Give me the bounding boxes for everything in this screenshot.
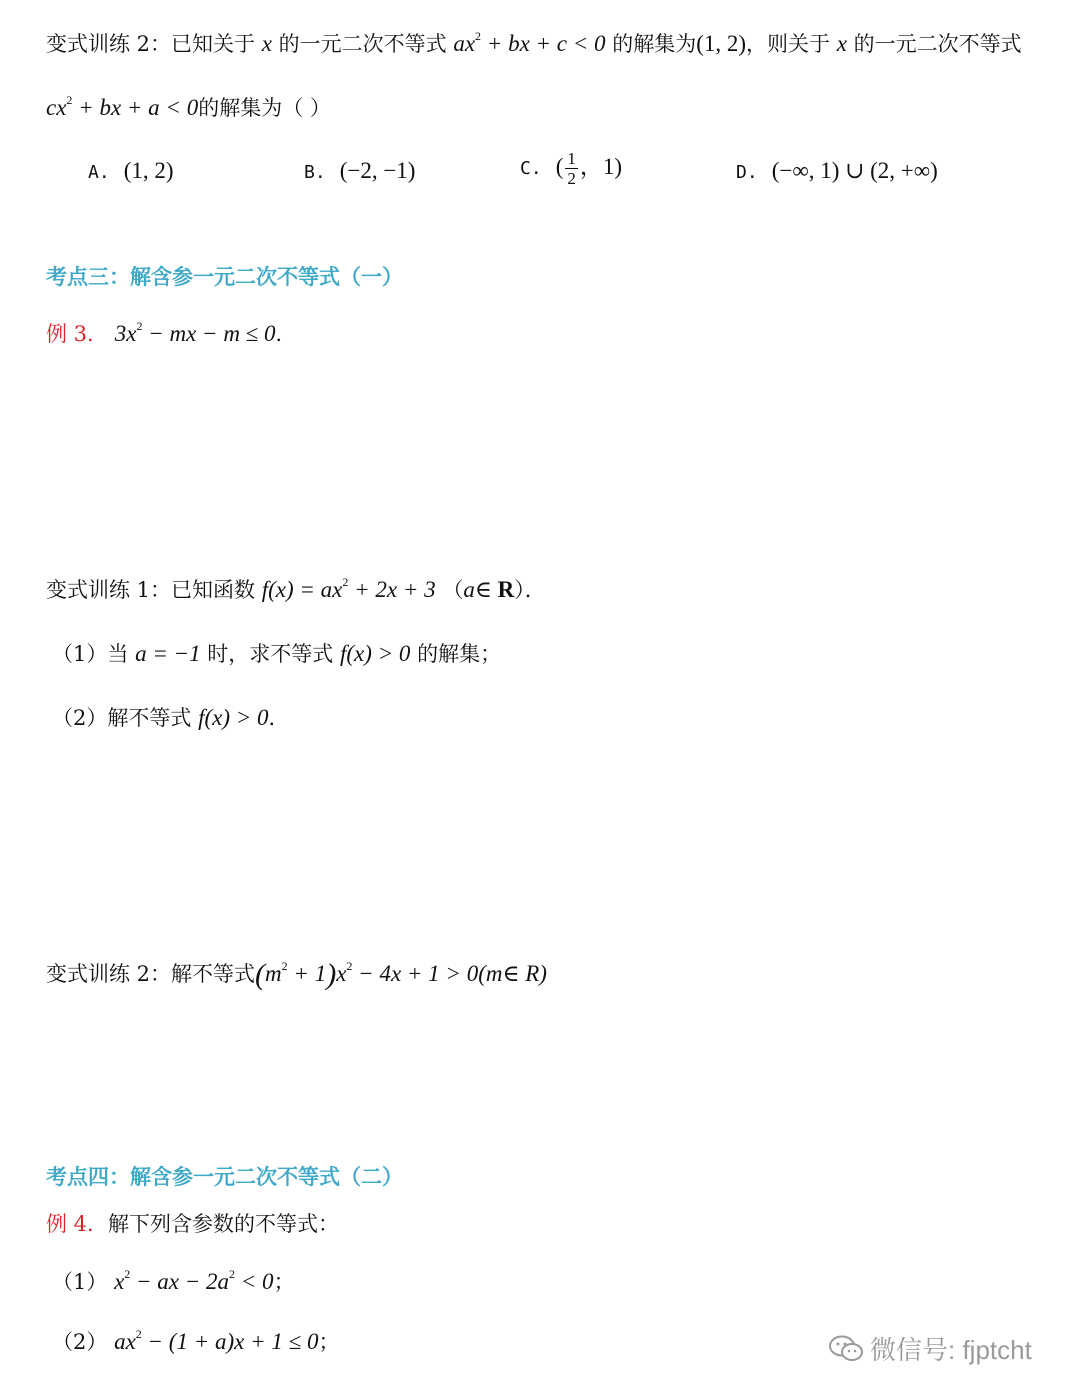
math-function	[262, 577, 436, 602]
math-var: x	[836, 31, 847, 56]
problem-3	[46, 958, 547, 991]
math-part: + bx + c < 0	[481, 31, 606, 56]
problem-label: 变式训练 2：	[46, 32, 172, 56]
option-value: ，1)	[579, 154, 623, 179]
math-inequality	[115, 321, 276, 346]
math-inequality	[46, 95, 198, 120]
text: ．	[268, 706, 290, 730]
exponent: 2	[124, 1267, 131, 1281]
exponent: 2	[229, 1267, 236, 1281]
math-part: 3x	[114, 321, 137, 346]
math-var: x	[261, 31, 272, 56]
math-part: ax	[114, 1329, 136, 1354]
math-part: m	[265, 961, 282, 986]
option-a	[88, 158, 174, 184]
exponent: 2	[66, 93, 73, 107]
math-reals: R	[497, 577, 515, 602]
numerator: 1	[567, 149, 576, 168]
text: 的解集；	[417, 642, 502, 666]
text: （	[442, 578, 464, 602]
text: 已知关于	[171, 32, 256, 56]
exponent: 2	[135, 1327, 142, 1341]
problem-2-part-2	[52, 704, 290, 732]
text: 当	[107, 642, 129, 666]
math-part: x	[114, 1269, 125, 1294]
example-3	[46, 320, 297, 348]
math-part: a∈	[463, 577, 498, 602]
part-label: （1）	[52, 1270, 108, 1294]
math-part: < 0	[235, 1269, 274, 1294]
option-value: (−∞, 1) ∪ (2, +∞)	[771, 158, 938, 183]
math-inequality	[114, 1329, 318, 1354]
option-value: (−2, −1)	[339, 158, 416, 183]
paren: (	[255, 958, 266, 991]
text: 解下列含参数的不等式：	[108, 1212, 340, 1236]
problem-label: 变式训练 1：	[46, 578, 172, 602]
text: ；	[273, 1270, 295, 1294]
text: 时，求不等式	[207, 642, 334, 666]
math-part: x	[336, 961, 347, 986]
example-label: 例 4．	[46, 1212, 109, 1236]
denominator: 2	[567, 169, 576, 188]
math-part: f(x)	[261, 577, 294, 602]
math-condition: (m∈ R)	[478, 961, 547, 986]
problem-1-line-1	[46, 30, 1022, 58]
wechat-icon	[828, 1335, 864, 1363]
math-part: ax	[453, 31, 476, 56]
option-label: C.	[520, 158, 542, 179]
math-part: − (1 + a)x + 1 ≤ 0	[141, 1329, 319, 1354]
text: 的解集为（ ）	[198, 96, 331, 120]
watermark-text: 微信号: fjptcht	[870, 1335, 1032, 1365]
part-label: （2）	[52, 706, 108, 730]
math-part: − 4x + 1 > 0	[352, 961, 479, 986]
math-part: − mx − m ≤ 0	[142, 321, 276, 346]
watermark	[828, 1330, 1032, 1367]
exponent: 2	[346, 959, 353, 973]
option-label: D.	[736, 162, 758, 183]
exponent: 2	[136, 319, 143, 333]
text: ，则关于	[746, 32, 831, 56]
exponent: 2	[475, 29, 482, 43]
option-b	[304, 158, 415, 184]
math-inequality: f(x) > 0	[339, 641, 411, 666]
math-part: cx	[46, 95, 67, 120]
part-label: （1）	[52, 642, 108, 666]
problem-1-line-2	[46, 94, 331, 122]
section-heading-4: 考点四：解含参一元二次不等式（二）	[46, 1164, 403, 1189]
option-d	[736, 158, 938, 184]
option-label: A.	[88, 162, 110, 183]
text: ）．	[514, 578, 546, 602]
problem-label: 变式训练 2：	[46, 962, 172, 986]
math-part: + bx + a < 0	[72, 95, 199, 120]
text: ；	[318, 1330, 340, 1354]
text: 的一元二次不等式	[278, 32, 447, 56]
math-interval: (1, 2)	[696, 31, 747, 56]
option-label: B.	[304, 162, 326, 183]
text: 解不等式	[107, 706, 192, 730]
example-4-part-1	[52, 1268, 295, 1296]
math-part: + 1	[287, 961, 327, 986]
example-4	[46, 1212, 339, 1237]
problem-2-line-1	[46, 576, 546, 604]
problem-2-part-1	[52, 640, 501, 668]
text: 解不等式	[171, 962, 256, 986]
math-part: = ax	[293, 577, 343, 602]
math-part: + 2x + 3	[348, 577, 436, 602]
exponent: 2	[342, 575, 349, 589]
math-condition: a = −1	[135, 641, 201, 666]
example-4-part-2	[52, 1328, 340, 1356]
math-inequality	[453, 31, 605, 56]
text: 的解集为	[612, 32, 697, 56]
exponent: 2	[281, 959, 288, 973]
math-inequality: f(x) > 0	[198, 705, 269, 730]
option-c	[520, 148, 622, 187]
text: 已知函数	[171, 578, 256, 602]
fraction	[565, 150, 578, 187]
math-part: − ax − 2a	[130, 1269, 230, 1294]
paren: )	[326, 958, 337, 991]
option-value: (1, 2)	[123, 158, 174, 183]
paren: (	[555, 154, 564, 179]
math-inequality	[255, 958, 479, 991]
text: ．	[275, 322, 297, 346]
example-label: 例 3．	[46, 322, 109, 346]
section-heading-3: 考点三：解含参一元二次不等式（一）	[46, 264, 403, 289]
math-inequality	[114, 1269, 274, 1294]
part-label: （2）	[52, 1330, 108, 1354]
text: 的一元二次不等式	[853, 32, 1022, 56]
